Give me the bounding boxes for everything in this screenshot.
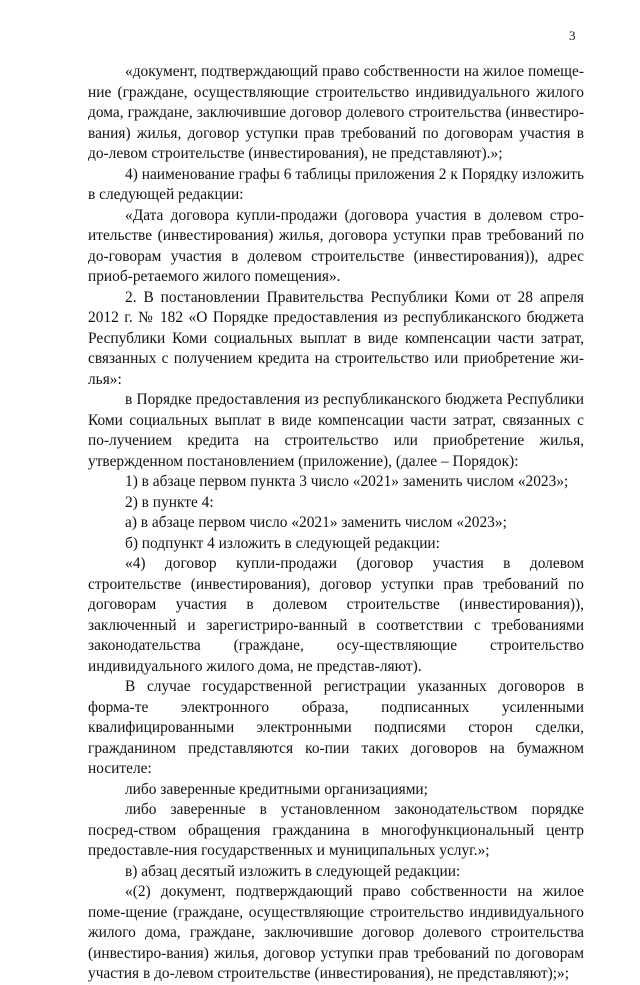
paragraph-12: либо заверенные кредитными организациями; [125,780,428,798]
paragraph-3: «Дата договора купли-продажи (договора участия в долевом стро-ительстве (инвестирования) жилья, договора уступки прав требований по до-говорам участия в долевом строительстве (инвестирования)), адрес приоб-ретаемого жилого помещения». [88,206,584,285]
paragraph-14: в) абзац десятый изложить в следующей редакции: [125,862,461,880]
paragraph-15: «(2) документ, подтверждающий право собственности на жилое поме-щение (граждане, осуществляющие строительство индивидуального жилого дома, граждане, заключившие договор долевого строительства (инвестиро-вания) жилья, договор уступки прав требований по договорам участия в до-левом строительстве (инвестирования), не представляют);»; [88,883,584,982]
paragraph-11: В случае государственной регистрации указанных договоров в форма-те электронного образа, подписанных усиленными квалифицированными электронными подписями сторон сделки, гражданином представляются ко-пии таких договоров на бумажном носителе: [88,678,584,777]
paragraph-13: либо заверенные в установленном законодательством порядке посред-ством обращения гражданина в многофункциональный центр предоставле-ния государственных и муниципальных услуг.»; [88,801,584,859]
document-body [88,62,584,985]
paragraph-5: в Порядке предоставления из республиканского бюджета Республики Коми социальных выплат в виде компенсации части затрат, связанных с по-лучением кредита на строительство или приобретение жилья, утвержденном постановлением (приложение), (далее – Порядок): [88,391,584,470]
paragraph-8: а) в абзаце первом число «2021» заменить числом «2023»; [125,514,507,531]
paragraph-6: 1) в абзаце первом пункта 3 число «2021» заменить числом «2023»; [125,473,569,490]
paragraph-10: «4) договор купли-продажи (договор участия в долевом строительстве (инвестирования), договор уступки прав требований по договорам участия в долевом строительстве (инвестирования)), заключенный и зарегистриро-ванный в соответствии с требованиями законодательства (граждане, осу-ществляющие строительство индивидуального жилого дома, не представ-ляют). [88,555,584,675]
paragraph-2: 4) наименование графы 6 таблицы приложения 2 к Порядку изложить в следующей редакции: [88,165,584,203]
paragraph-1: «документ, подтверждающий право собственности на жилое помеще-ние (граждане, осуществляющие строительство индивидуального жилого дома, граждане, заключившие договор долевого строительства (инвестиро-вания) жилья, договор уступки прав требований по договорам участия в до-левом строительстве (инвестирования), не представляют).»; [88,63,584,162]
paragraph-4: 2. В постановлении Правительства Республики Коми от 28 апреля 2012 г. № 182 «О Порядке предоставления из республиканского бюджета Республики Коми социальных выплат в виде компенсации части затрат, связанных с получением кредита на строительство или приобретение жи-лья»: [88,288,584,388]
page-number: 3 [569,28,576,43]
paragraph-9: б) подпункт 4 изложить в следующей редакции: [125,534,440,552]
paragraph-7: 2) в пункте 4: [125,493,214,511]
